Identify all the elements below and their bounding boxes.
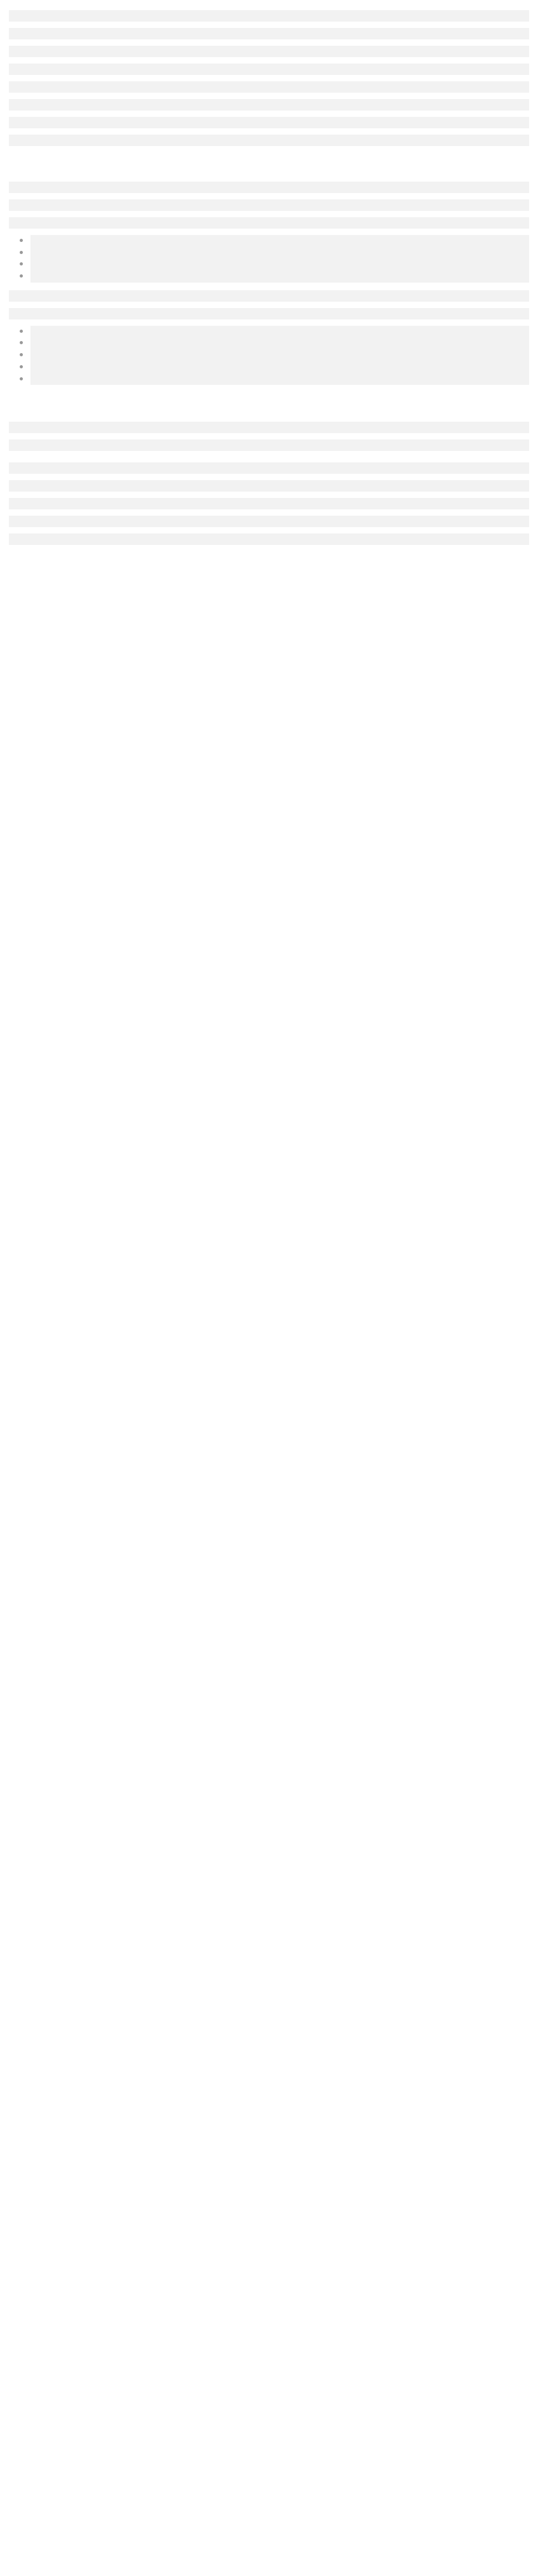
article-paragraph <box>9 199 529 211</box>
bullet-item <box>30 258 529 271</box>
section-gap <box>9 392 529 410</box>
article-paragraph <box>9 290 529 302</box>
article-body <box>9 10 529 545</box>
article-paragraph <box>9 28 529 39</box>
bullet-list <box>9 326 529 385</box>
section-gap <box>9 152 529 170</box>
article-paragraph <box>9 480 529 492</box>
article-paragraph <box>9 308 529 319</box>
section-heading <box>9 182 529 193</box>
article-paragraph <box>9 533 529 545</box>
article-paragraph <box>9 135 529 146</box>
article-paragraph <box>9 439 529 451</box>
bullet-item <box>30 361 529 373</box>
article-paragraph <box>9 46 529 57</box>
bullet-item <box>30 373 529 386</box>
article-paragraph <box>9 10 529 22</box>
section-heading <box>9 422 529 433</box>
article-paragraph <box>9 117 529 128</box>
bullet-item <box>30 349 529 361</box>
article-paragraph <box>9 64 529 75</box>
bullet-item <box>30 337 529 349</box>
bullet-item <box>30 235 529 247</box>
article-paragraph <box>9 498 529 509</box>
article-paragraph <box>9 516 529 527</box>
section-heading <box>9 462 529 474</box>
bullet-item <box>30 247 529 259</box>
bullet-item <box>30 326 529 338</box>
article-paragraph <box>9 81 529 93</box>
article-paragraph <box>9 99 529 111</box>
bullet-list <box>9 235 529 283</box>
article-paragraph <box>9 217 529 229</box>
bullet-item <box>30 271 529 283</box>
